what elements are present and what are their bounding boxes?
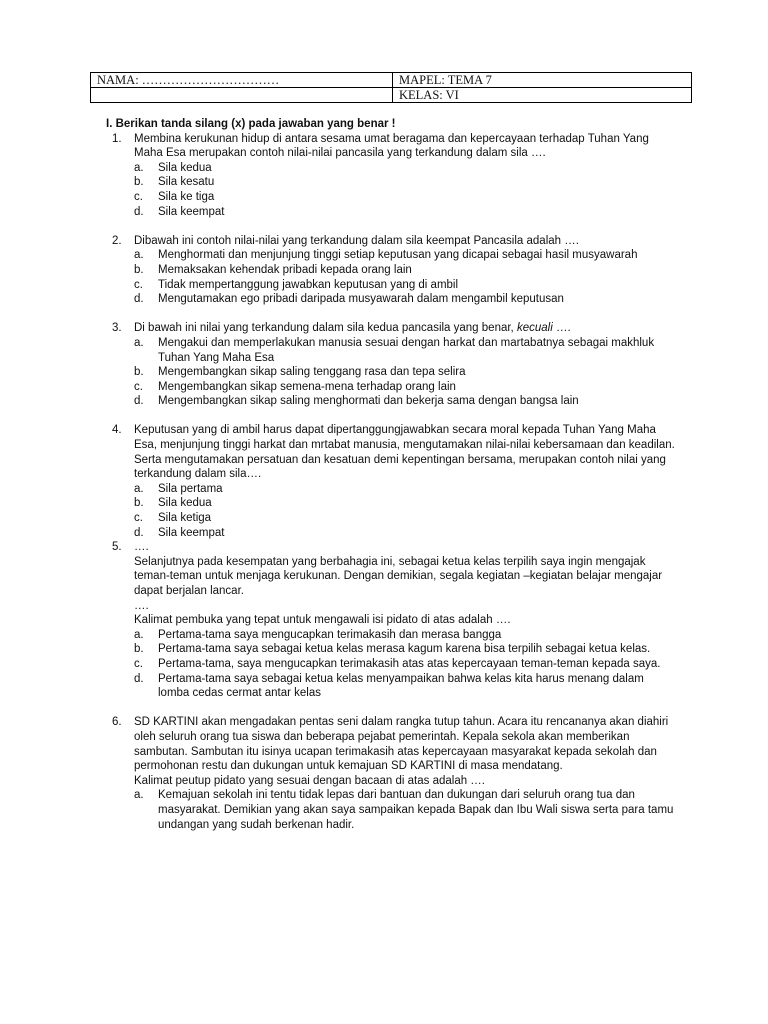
question-3	[106, 321, 678, 409]
option-a[interactable]	[134, 788, 678, 832]
option-text: Sila kedua	[158, 497, 212, 510]
question-passage: SD KARTINI akan mengadakan pentas seni dalam rangka tutup tahun. Acara itu rencananya akan diahiri oleh seluruh orang tua siswa dan beberapa pejabat pemerintah. Kepala sekola akan memberikan sambutan. Sambutan itu isinya ucapan terimakasih atas kepercayaan masyarakat kepada sekolah dan permohonan restu dan dukungan untuk kemajuan SD KARTINI di masa mendatang.	[134, 716, 669, 773]
option-letter: a.	[134, 161, 144, 174]
option-letter: b.	[134, 263, 144, 276]
question-text: Keputusan yang di ambil harus dapat dipertanggungjawabkan secara moral kepada Tuhan Yang Maha Esa, menjunjung tinggi harkat dan mrtabat manusia, mengutamakan nilai-nilai kebersamaan dan keadilan. Serta mengutamakan persatuan dan kesatuan demi kepentingan bersama, merupakan contoh nilai yang terkandung dalam sila….	[134, 424, 675, 481]
option-letter: d.	[134, 395, 144, 408]
option-letter: a.	[134, 789, 144, 802]
option-c[interactable]	[134, 380, 678, 395]
option-a[interactable]	[134, 161, 678, 176]
option-letter: a.	[134, 336, 144, 349]
speech-passage: Selanjutnya pada kesempatan yang berbahagia ini, sebagai ketua kelas terpilih saya ingin mengajak teman-teman untuk menjaga kerukunan. Dengan demikian, segala kegiatan –kegiatan belajar mengajar dapat berjalan lancar.	[134, 555, 663, 597]
option-d[interactable]	[134, 526, 678, 541]
option-letter: b.	[134, 366, 144, 379]
option-text: Mengakui dan memperlakukan manusia sesuai dengan harkat dan martabatnya sebagai makhluk Tuhan Yang Maha Esa	[158, 336, 655, 364]
option-text: Sila ketiga	[158, 512, 212, 525]
option-a[interactable]	[134, 482, 678, 497]
option-b[interactable]	[134, 496, 678, 511]
option-text: Pertama-tama saya sebagai ketua kelas menyampaikan bahwa kelas kita harus menang dalam lomba cedas cermat antar kelas	[158, 672, 644, 700]
option-text: Sila pertama	[158, 482, 223, 495]
option-letter: c.	[134, 657, 143, 670]
option-d[interactable]	[134, 205, 678, 220]
question-5	[106, 540, 678, 701]
option-text: Sila kedua	[158, 161, 212, 174]
option-letter: d.	[134, 205, 144, 218]
option-letter: a.	[134, 628, 144, 641]
option-c[interactable]	[134, 511, 678, 526]
option-text: Tidak mempertanggung jawabkan keputusan yang di ambil	[158, 278, 459, 291]
option-d[interactable]	[134, 672, 678, 701]
option-letter: d.	[134, 526, 144, 539]
option-text: Mengutamakan ego pribadi daripada musyawarah dalam mengambil keputusan	[158, 293, 564, 306]
speech-closing-blank: ….	[134, 599, 149, 612]
option-b[interactable]	[134, 365, 678, 380]
option-text: Sila kesatu	[158, 176, 215, 189]
question-number: 6.	[112, 716, 122, 729]
option-c[interactable]	[134, 657, 678, 672]
option-letter: d.	[134, 672, 144, 685]
option-b[interactable]	[134, 263, 678, 278]
option-text: Menghormati dan menjunjung tinggi setiap keputusan yang dicapai sebagai hasil musyawarah	[158, 249, 638, 262]
option-letter: c.	[134, 190, 143, 203]
question-prompt: Kalimat pembuka yang tepat untuk mengawali isi pidato di atas adalah ….	[134, 614, 511, 627]
question-number: 3.	[112, 322, 122, 335]
question-text: Membina kerukunan hidup di antara sesama umat beragama dan kepercayaan terhadap Tuhan Yang Maha Esa merupakan contoh nilai-nilai pancasila yang terkandung dalam sila ….	[134, 132, 649, 160]
option-text: Sila ke tiga	[158, 190, 215, 203]
question-list	[106, 117, 678, 832]
option-letter: b.	[134, 497, 144, 510]
option-letter: c.	[134, 512, 143, 525]
option-text: Pertama-tama saya sebagai ketua kelas merasa kagum karena bisa terpilih sebagai ketua kelas.	[158, 643, 651, 656]
empty-cell	[91, 88, 393, 103]
kelas-cell: KELAS: VI	[393, 88, 692, 103]
mapel-cell: MAPEL: TEMA 7	[393, 73, 692, 88]
question-1	[106, 132, 678, 220]
question-prompt: Kalimat peutup pidato yang sesuai dengan bacaan di atas adalah ….	[134, 774, 486, 787]
option-a[interactable]	[134, 628, 678, 643]
question-text-emphasis: kecuali	[516, 322, 553, 335]
option-a[interactable]	[134, 336, 678, 365]
question-number: 4.	[112, 424, 122, 437]
option-c[interactable]	[134, 278, 678, 293]
option-letter: a.	[134, 249, 144, 262]
option-text: Sila keempat	[158, 205, 225, 218]
option-text: Mengembangkan sikap saling menghormati dan bekerja sama dengan bangsa lain	[158, 395, 579, 408]
option-b[interactable]	[134, 642, 678, 657]
option-letter: a.	[134, 482, 144, 495]
option-text: Mengembangkan sikap saling tenggang rasa dan tepa selira	[158, 366, 466, 379]
question-text: Dibawah ini contoh nilai-nilai yang terkandung dalam sila keempat Pancasila adalah ….	[134, 234, 579, 247]
question-4	[106, 423, 678, 540]
question-number: 1.	[112, 132, 122, 145]
option-text: Mengembangkan sikap semena-mena terhadap orang lain	[158, 380, 456, 393]
option-d[interactable]	[134, 292, 678, 307]
option-text: Pertama-tama, saya mengucapkan terimakasih atas atas kepercayaan teman-teman kepada saya.	[158, 657, 661, 670]
option-c[interactable]	[134, 190, 678, 205]
question-text	[134, 321, 678, 336]
option-letter: d.	[134, 293, 144, 306]
section-instruction: I. Berikan tanda silang (x) pada jawaban yang benar !	[106, 118, 396, 130]
question-2	[106, 234, 678, 307]
student-info-table	[90, 72, 692, 103]
option-b[interactable]	[134, 175, 678, 190]
option-text: Kemajuan sekolah ini tentu tidak lepas dari bantuan dan dukungan dari seluruh orang tua dan masyarakat. Demikian yang akan saya sampaikan kepada Bapak dan Ibu Wali siswa serta para tamu undangan yang sudah berkenan hadir.	[158, 789, 674, 831]
option-text: Sila keempat	[158, 526, 225, 539]
nama-field[interactable]: NAMA: ……………………………	[91, 73, 393, 88]
option-text: Pertama-tama saya mengucapkan terimakasih dan merasa bangga	[158, 628, 502, 641]
option-d[interactable]	[134, 394, 678, 409]
question-number: 5.	[112, 541, 122, 554]
option-a[interactable]	[134, 248, 678, 263]
option-letter: c.	[134, 278, 143, 291]
question-text-part: Di bawah ini nilai yang terkandung dalam sila kedua pancasila yang benar,	[134, 322, 517, 335]
option-text: Memaksakan kehendak pribadi kepada orang lain	[158, 263, 412, 276]
speech-opening-blank: ….	[134, 541, 149, 554]
option-letter: b.	[134, 643, 144, 656]
question-6	[106, 715, 678, 832]
question-text-part: ….	[552, 322, 571, 335]
option-letter: c.	[134, 380, 143, 393]
option-letter: b.	[134, 176, 144, 189]
question-number: 2.	[112, 234, 122, 247]
